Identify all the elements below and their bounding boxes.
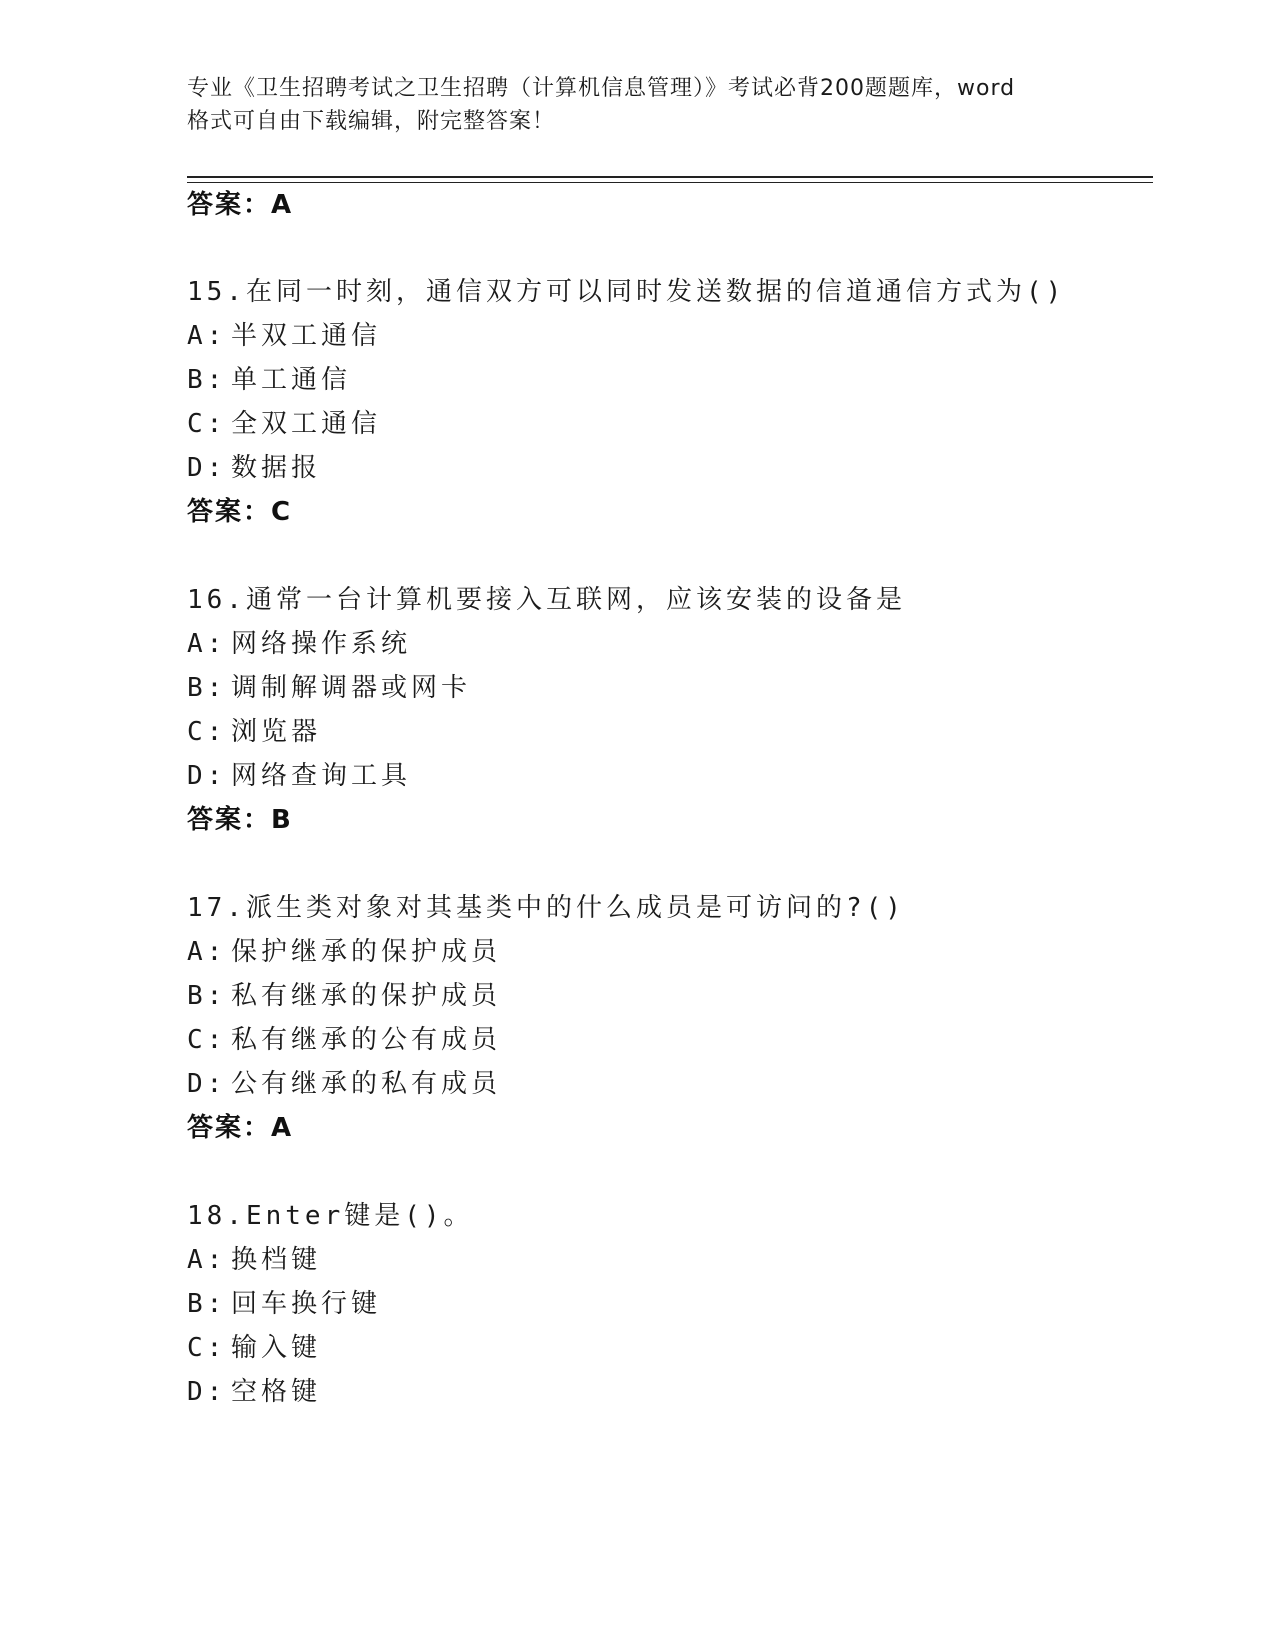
option-text: 私有继承的保护成员	[231, 981, 502, 1011]
option-text: 保护继承的保护成员	[231, 937, 502, 967]
question-15-option-c	[187, 407, 381, 441]
option-text: 私有继承的公有成员	[231, 1025, 502, 1055]
option-letter: D:	[187, 761, 227, 791]
question-17-option-d	[187, 1067, 501, 1101]
option-letter: B:	[187, 365, 227, 395]
question-15-option-a	[187, 319, 381, 353]
question-16-option-b	[187, 671, 471, 705]
question-18-option-a	[187, 1243, 321, 1277]
question-16-option-d	[187, 759, 411, 793]
header-line-1: 专业《卫生招聘考试之卫生招聘（计算机信息管理）》考试必背200题题库，word	[187, 76, 1016, 101]
option-letter: A:	[187, 937, 227, 967]
option-letter: D:	[187, 453, 227, 483]
option-letter: D:	[187, 1377, 227, 1407]
question-17-option-a	[187, 935, 501, 969]
question-17-title: 17.派生类对象对其基类中的什么成员是可访问的?()	[187, 893, 905, 923]
question-18-option-d	[187, 1375, 321, 1409]
question-16-option-c	[187, 715, 321, 749]
question-18-option-c	[187, 1331, 321, 1365]
option-text: 输入键	[231, 1333, 322, 1363]
option-text: 半双工通信	[231, 321, 382, 351]
question-15-option-b	[187, 363, 351, 397]
question-15-answer: 答案：C	[187, 497, 293, 527]
option-letter: C:	[187, 1025, 227, 1055]
option-text: 浏览器	[231, 717, 322, 747]
option-text: 全双工通信	[231, 409, 382, 439]
option-text: 公有继承的私有成员	[231, 1069, 502, 1099]
option-letter: B:	[187, 1289, 227, 1319]
option-letter: C:	[187, 717, 227, 747]
question-17-answer: 答案：A	[187, 1113, 294, 1143]
question-15-title: 15.在同一时刻，通信双方可以同时发送数据的信道通信方式为()	[187, 277, 1066, 307]
header-divider-thin	[187, 182, 1153, 183]
question-16-title: 16.通常一台计算机要接入互联网，应该安装的设备是	[187, 585, 906, 615]
option-letter: D:	[187, 1069, 227, 1099]
option-letter: B:	[187, 981, 227, 1011]
question-17-option-c	[187, 1023, 501, 1057]
header-divider-thick	[187, 176, 1153, 178]
option-text: 网络操作系统	[231, 629, 412, 659]
question-16-option-a	[187, 627, 411, 661]
option-text: 调制解调器或网卡	[231, 673, 472, 703]
option-text: 回车换行键	[231, 1289, 382, 1319]
option-letter: C:	[187, 1333, 227, 1363]
question-18-option-b	[187, 1287, 381, 1321]
question-18-title: 18.Enter键是()。	[187, 1201, 474, 1231]
question-17-option-b	[187, 979, 501, 1013]
option-letter: C:	[187, 409, 227, 439]
option-text: 空格键	[231, 1377, 322, 1407]
question-15-option-d	[187, 451, 321, 485]
option-letter: A:	[187, 629, 227, 659]
header-line-2: 格式可自由下载编辑，附完整答案！	[187, 109, 556, 134]
previous-answer: 答案：A	[187, 190, 294, 220]
option-letter: A:	[187, 321, 227, 351]
option-text: 单工通信	[231, 365, 352, 395]
question-16-answer: 答案：B	[187, 805, 293, 835]
option-letter: B:	[187, 673, 227, 703]
option-text: 换档键	[231, 1245, 322, 1275]
option-letter: A:	[187, 1245, 227, 1275]
document-header	[187, 72, 1087, 138]
option-text: 网络查询工具	[231, 761, 412, 791]
option-text: 数据报	[231, 453, 322, 483]
